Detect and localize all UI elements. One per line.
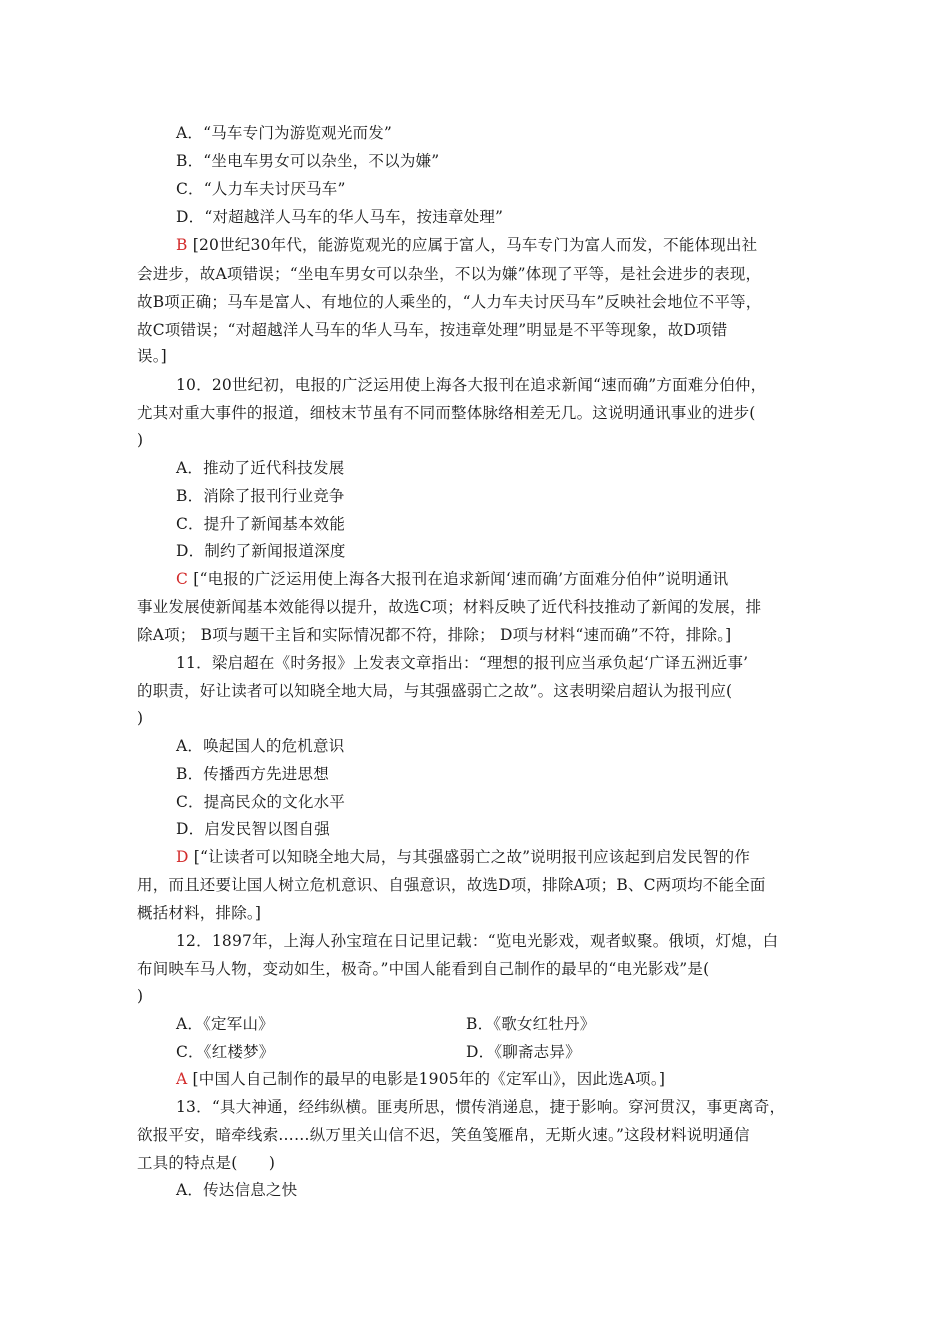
q11-stem-line: 的职责，好让读者可以知晓全地大局，与其强盛弱亡之故”。这表明梁启超认为报刊应( — [137, 682, 733, 700]
q9-explanation-line: 故C项错误；“对超越洋人马车的华人马车，按违章处理”明显是不平等现象，故D项错 — [137, 321, 728, 339]
q10-answer: C — [176, 570, 189, 588]
q9-option-c: C．“人力车夫讨厌马车” — [176, 180, 346, 198]
q10-option-d: D．制约了新闻报道深度 — [176, 542, 346, 560]
q11-answer: D — [176, 848, 189, 866]
q12-stem-line: ) — [137, 987, 144, 1005]
q10-option-a: A．推动了近代科技发展 — [176, 459, 345, 477]
q11-stem-line: 11．梁启超在《时务报》上发表文章指出：“理想的报刊应当承负起‘广译五洲近事’ — [176, 654, 749, 672]
q10-explanation-text: [“电报的广泛运用使上海各大报刊在追求新闻‘速而确’方面难分伯仲”说明通讯 — [193, 570, 729, 588]
q10-option-b: B．消除了报刊行业竞争 — [176, 487, 345, 505]
q12-explanation-line — [176, 1069, 866, 1089]
q11-explanation-line: 概括材料，排除。] — [137, 904, 262, 922]
q9-explanation-line — [176, 235, 866, 255]
q9-option-a: A．“马车专门为游览观光而发” — [176, 124, 393, 142]
q12-explanation-text: [中国人自己制作的最早的电影是1905年的《定军山》，因此选A项。] — [192, 1070, 666, 1088]
q11-option-d: D．启发民智以图自强 — [176, 820, 330, 838]
q12-option-a: A．《定军山》 — [176, 1015, 274, 1033]
q10-stem-line: 10．20世纪初，电报的广泛运用使上海各大报刊在追求新闻“速而确”方面难分伯仲， — [176, 376, 767, 394]
q9-answer: B — [176, 236, 188, 254]
q11-stem-line: ) — [137, 709, 144, 727]
q9-option-d: D．“对超越洋人马车的华人马车，按违章处理” — [176, 208, 504, 226]
q13-stem-line: 欲报平安，暗牵线索……纵万里关山信不迟，笑鱼笺雁帛，无斯火速。”这段材料说明通信 — [137, 1126, 750, 1144]
q12-option-b: B．《歌女红牡丹》 — [466, 1015, 596, 1033]
q12-stem-line: 布间映车马人物，变动如生，极奇。”中国人能看到自己制作的最早的“电光影戏”是( — [137, 960, 710, 978]
q9-explanation-line: 故B项正确；马车是富人、有地位的人乘坐的，“人力车夫讨厌马车”反映社会地位不平等， — [137, 293, 762, 311]
q12-option-c: C．《红楼梦》 — [176, 1043, 275, 1061]
q11-explanation-line — [176, 847, 866, 867]
q9-option-b: B．“坐电车男女可以杂坐，不以为嫌” — [176, 152, 440, 170]
q10-stem-line: 尤其对重大事件的报道，细枝末节虽有不同而整体脉络相差无几。这说明通讯事业的进步( — [137, 404, 756, 422]
q10-explanation-line — [176, 569, 866, 589]
q13-option-a: A．传达信息之快 — [176, 1181, 298, 1199]
q10-explanation-line: 除A项； B项与题干主旨和实际情况都不符，排除； D项与材料“速而确”不符，排除。] — [137, 626, 732, 644]
q11-explanation-line: 用，而且还要让国人树立危机意识、自强意识，故选D项，排除A项；B、C两项均不能全面 — [137, 876, 766, 894]
q10-stem-line: ) — [137, 431, 144, 449]
q11-option-a: A．唤起国人的危机意识 — [176, 737, 345, 755]
q12-option-d: D．《聊斋志异》 — [466, 1043, 581, 1061]
q9-explanation-line: 会进步，故A项错误；“坐电车男女可以杂坐，不以为嫌”体现了平等，是社会进步的表现， — [137, 265, 762, 283]
q11-option-b: B．传播西方先进思想 — [176, 765, 329, 783]
q12-answer: A — [176, 1070, 188, 1088]
q11-explanation-text: [“让读者可以知晓全地大局，与其强盛弱亡之故”说明报刊应该起到启发民智的作 — [193, 848, 751, 866]
q11-option-c: C．提高民众的文化水平 — [176, 793, 346, 811]
q9-explanation-text: [20世纪30年代，能游览观光的应属于富人，马车专门为富人而发，不能体现出社 — [192, 236, 758, 254]
q9-explanation-line: 误。] — [137, 347, 167, 365]
q13-stem-line: 13．“具大神通，经纬纵横。匪夷所思，惯传消递息，捷于影响。穿河贯汉，事更离奇， — [176, 1098, 786, 1116]
q12-stem-line: 12．1897年，上海人孙宝瑄在日记里记载：“览电光影戏，观者蚁聚。俄顷，灯熄，白 — [176, 932, 779, 950]
q10-explanation-line: 事业发展使新闻基本效能得以提升，故选C项；材料反映了近代科技推动了新闻的发展，排 — [137, 598, 762, 616]
q10-option-c: C．提升了新闻基本效能 — [176, 515, 346, 533]
q13-stem-line: 工具的特点是( ) — [137, 1154, 276, 1172]
